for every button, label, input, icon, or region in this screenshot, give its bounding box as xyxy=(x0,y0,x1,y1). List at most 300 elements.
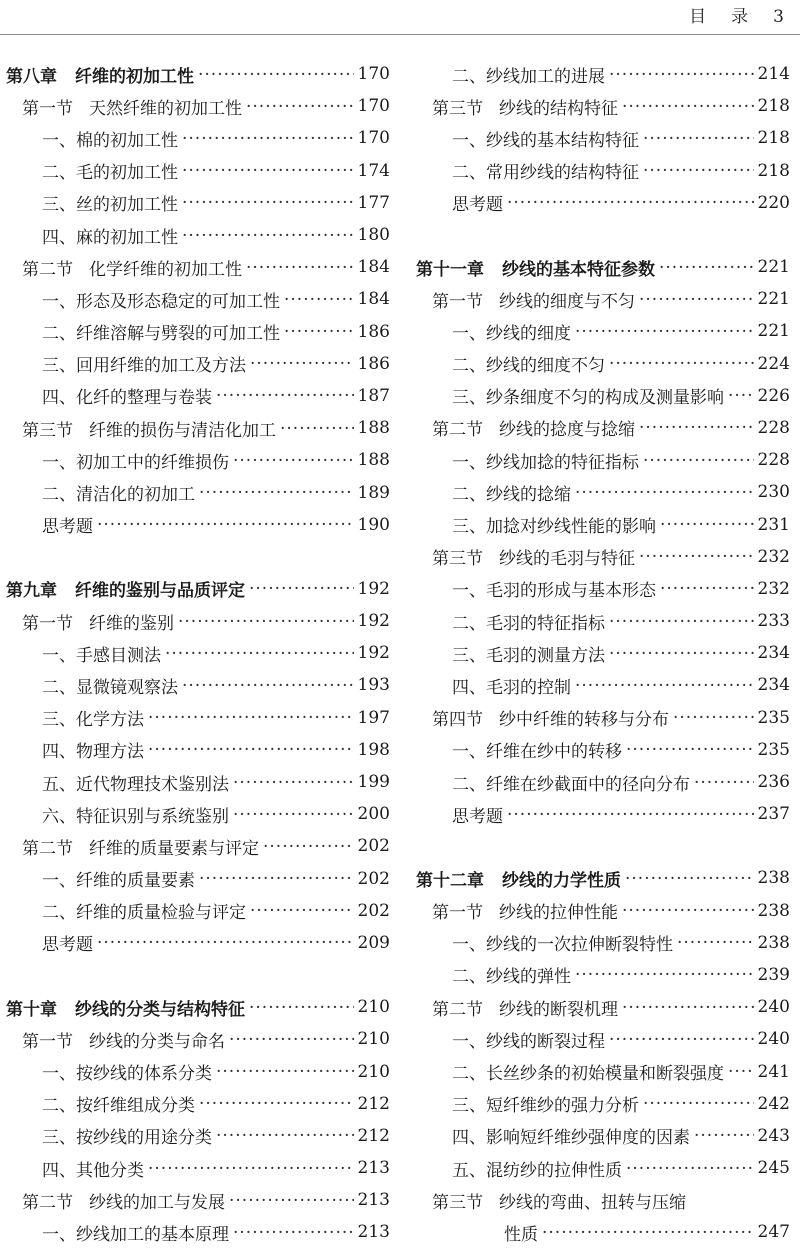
toc-page-number: 200 xyxy=(357,804,390,825)
toc-page-number: 202 xyxy=(357,900,390,921)
toc-item-entry[interactable] xyxy=(410,348,790,380)
toc-dot-leader xyxy=(660,516,754,533)
toc-entry-title: 五、混纺纱的拉伸性质 xyxy=(452,1160,622,1181)
toc-entry-number: 第三节 xyxy=(432,1192,483,1213)
toc-page-number: 187 xyxy=(357,385,390,406)
toc-entry-title: 思考题 xyxy=(452,806,503,827)
toc-dot-leader xyxy=(229,1031,354,1048)
toc-dot-leader xyxy=(575,966,754,983)
toc-page-number: 236 xyxy=(757,772,790,793)
toc-entry-title: 三、丝的初加工性 xyxy=(42,195,178,216)
toc-page-number: 209 xyxy=(357,932,390,953)
toc-dot-leader xyxy=(728,1063,754,1080)
toc-page-number: 241 xyxy=(757,1061,790,1082)
toc-item-entry[interactable] xyxy=(0,702,390,734)
toc-entry-title: 三、回用纤维的加工及方法 xyxy=(42,356,246,377)
toc-entry-title: 四、毛羽的控制 xyxy=(452,677,571,698)
toc-dot-leader xyxy=(643,452,754,469)
toc-entry-number: 第二节 xyxy=(22,838,73,859)
toc-page-number: 199 xyxy=(357,772,390,793)
toc-dot-leader xyxy=(148,1160,354,1177)
toc-item-entry[interactable] xyxy=(0,283,390,315)
toc-dot-leader xyxy=(622,902,754,919)
toc-item-entry[interactable] xyxy=(410,637,790,669)
toc-item-entry[interactable] xyxy=(0,798,390,830)
toc-right-column xyxy=(410,58,790,1249)
toc-page-number: 238 xyxy=(757,932,790,953)
toc-item-entry[interactable] xyxy=(410,605,790,637)
toc-entry-number: 第一节 xyxy=(22,98,73,119)
toc-entry-title: 三、纱条细度不匀的构成及测量影响 xyxy=(452,388,724,409)
toc-chapter-entry[interactable] xyxy=(0,991,390,1023)
toc-dot-leader xyxy=(643,162,754,179)
toc-item-entry[interactable] xyxy=(0,863,390,895)
toc-item-entry[interactable] xyxy=(0,895,390,927)
toc-item-entry[interactable] xyxy=(410,798,790,830)
toc-entry-title: 一、按纱线的体系分类 xyxy=(42,1064,212,1085)
toc-dot-leader xyxy=(673,709,754,726)
toc-entry-number: 第二节 xyxy=(22,259,73,280)
toc-page-number: 240 xyxy=(757,1029,790,1050)
toc-page-number: 212 xyxy=(357,1125,390,1146)
toc-item-entry[interactable] xyxy=(0,444,390,476)
toc-dot-leader xyxy=(233,774,354,791)
toc-page-number: 232 xyxy=(757,546,790,567)
toc-entry-title: 纱中纤维的转移与分布 xyxy=(499,710,669,731)
toc-page-number: 186 xyxy=(357,353,390,374)
toc-entry-number: 第十章 xyxy=(6,999,57,1020)
toc-page-number: 213 xyxy=(357,1222,390,1243)
toc-entry-title: 一、纤维的质量要素 xyxy=(42,871,195,892)
toc-page-number: 188 xyxy=(357,418,390,439)
toc-item-entry[interactable] xyxy=(0,927,390,959)
toc-section-entry[interactable] xyxy=(410,895,790,927)
toc-page-number: 198 xyxy=(357,739,390,760)
toc-item-entry[interactable] xyxy=(410,959,790,991)
toc-item-entry[interactable] xyxy=(410,573,790,605)
toc-entry-number: 第一节 xyxy=(22,613,73,634)
toc-section-entry[interactable] xyxy=(0,412,390,444)
toc-dot-leader xyxy=(229,1192,354,1209)
toc-page-number: 221 xyxy=(757,321,790,342)
toc-entry-title: 一、初加工中的纤维损伤 xyxy=(42,452,229,473)
toc-entry-title: 一、纱线的细度 xyxy=(452,323,571,344)
toc-page-number: 224 xyxy=(757,353,790,374)
toc-dot-leader xyxy=(626,1160,754,1177)
toc-entry-title: 三、加捻对纱线性能的影响 xyxy=(452,517,656,538)
toc-entry-title: 二、长丝纱条的初始模量和断裂强度 xyxy=(452,1064,724,1085)
toc-entry-title: 六、特征识别与系统鉴别 xyxy=(42,806,229,827)
toc-page-number: 247 xyxy=(757,1222,790,1243)
toc-page-number: 226 xyxy=(757,385,790,406)
toc-page-number: 221 xyxy=(757,289,790,310)
toc-entry-title: 二、常用纱线的结构特征 xyxy=(452,163,639,184)
toc-section-entry[interactable] xyxy=(0,1023,390,1055)
toc-entry-title: 四、物理方法 xyxy=(42,742,144,763)
toc-item-entry[interactable] xyxy=(0,155,390,187)
toc-page-number: 218 xyxy=(757,96,790,117)
toc-entry-title: 二、按纤维组成分类 xyxy=(42,1096,195,1117)
toc-dot-leader xyxy=(97,516,354,533)
toc-chapter-entry[interactable] xyxy=(410,862,790,894)
toc-entry-number: 第九章 xyxy=(6,581,57,602)
toc-entry-title: 纱线的基本特征参数 xyxy=(502,259,655,280)
toc-dot-leader xyxy=(182,130,354,147)
toc-dot-leader xyxy=(165,645,354,662)
toc-entry-title: 天然纤维的初加工性 xyxy=(89,98,242,119)
toc-entry-number: 第一节 xyxy=(22,1031,73,1052)
toc-entry-title: 一、手感目测法 xyxy=(42,645,161,666)
toc-dot-leader xyxy=(233,806,354,823)
toc-entry-title: 二、清洁化的初加工 xyxy=(42,485,195,506)
toc-page-number: 242 xyxy=(757,1093,790,1114)
toc-entry-title: 纱线的分类与命名 xyxy=(89,1031,225,1052)
toc-dot-leader xyxy=(639,419,754,436)
toc-page-number: 186 xyxy=(357,321,390,342)
toc-entry-title: 一、纱线加捻的特征指标 xyxy=(452,452,639,473)
toc-item-entry[interactable] xyxy=(410,380,790,412)
toc-page-number: 237 xyxy=(757,804,790,825)
toc-item-entry[interactable] xyxy=(410,187,790,219)
toc-entry-title: 二、纤维在纱截面中的径向分布 xyxy=(452,774,690,795)
toc-dot-leader xyxy=(639,291,754,308)
toc-page-number: 192 xyxy=(357,578,390,599)
toc-entry-title: 一、纱线的一次拉伸断裂特性 xyxy=(452,935,673,956)
toc-dot-leader xyxy=(249,580,354,597)
page-header xyxy=(0,0,800,35)
toc-section-entry[interactable] xyxy=(410,702,790,734)
toc-item-entry[interactable] xyxy=(0,1152,390,1184)
toc-entry-title: 纱线的力学性质 xyxy=(502,870,621,891)
toc-entry-title: 一、纤维在纱中的转移 xyxy=(452,742,622,763)
toc-page-number: 221 xyxy=(757,257,790,278)
toc-dot-leader xyxy=(178,613,354,630)
toc-entry-title: 思考题 xyxy=(452,195,503,216)
toc-page-number: 213 xyxy=(357,1158,390,1179)
toc-entry-title: 纤维的鉴别与品质评定 xyxy=(75,581,245,602)
toc-dot-leader xyxy=(148,741,354,758)
toc-dot-leader xyxy=(659,259,754,276)
toc-page-number: 245 xyxy=(757,1158,790,1179)
toc-item-entry[interactable] xyxy=(410,1152,790,1184)
toc-page-number: 188 xyxy=(357,450,390,471)
toc-item-entry[interactable] xyxy=(410,734,790,766)
toc-item-entry[interactable] xyxy=(0,476,390,508)
toc-page-number: 218 xyxy=(757,160,790,181)
toc-dot-leader xyxy=(250,355,354,372)
toc-entry-title: 一、毛羽的形成与基本形态 xyxy=(452,581,656,602)
toc-item-entry[interactable] xyxy=(410,1055,790,1087)
toc-entry-title: 三、化学方法 xyxy=(42,710,144,731)
toc-item-entry[interactable] xyxy=(410,927,790,959)
toc-section-entry[interactable] xyxy=(0,90,390,122)
toc-dot-leader xyxy=(507,806,754,823)
toc-item-entry[interactable] xyxy=(0,1120,390,1152)
toc-dot-leader xyxy=(575,323,754,340)
toc-page-number: 210 xyxy=(357,1061,390,1082)
toc-page-number: 240 xyxy=(757,997,790,1018)
toc-item-entry[interactable] xyxy=(0,348,390,380)
toc-dot-leader xyxy=(643,130,754,147)
toc-dot-leader xyxy=(216,387,354,404)
toc-entry-title: 一、纱线的基本结构特征 xyxy=(452,130,639,151)
toc-entry-title: 四、化纤的整理与卷装 xyxy=(42,388,212,409)
toc-chapter-entry[interactable] xyxy=(0,573,390,605)
toc-dot-leader xyxy=(677,934,754,951)
toc-entry-title: 二、显微镜观察法 xyxy=(42,677,178,698)
toc-dot-leader xyxy=(199,870,354,887)
toc-page-number: 192 xyxy=(357,611,390,632)
toc-page-number: 214 xyxy=(757,64,790,85)
toc-dot-leader xyxy=(263,838,354,855)
header-title: 目 录 3 xyxy=(689,7,788,27)
toc-dot-leader xyxy=(249,999,354,1016)
toc-dot-leader xyxy=(622,999,754,1016)
toc-dot-leader xyxy=(575,677,754,694)
toc-item-entry[interactable] xyxy=(410,315,790,347)
toc-dot-leader xyxy=(284,291,354,308)
toc-item-entry[interactable] xyxy=(0,1055,390,1087)
toc-page-number: 210 xyxy=(357,1029,390,1050)
toc-dot-leader xyxy=(199,1095,354,1112)
toc-page-number: 239 xyxy=(757,964,790,985)
toc-dot-leader xyxy=(216,1063,354,1080)
toc-entry-number: 第十二章 xyxy=(416,870,484,891)
toc-page-number: 213 xyxy=(357,1190,390,1211)
toc-page-number: 230 xyxy=(757,482,790,503)
toc-item-entry[interactable] xyxy=(410,508,790,540)
toc-entry-title: 纤维的损伤与清洁化加工 xyxy=(89,420,276,441)
toc-item-entry[interactable] xyxy=(410,1088,790,1120)
toc-dot-leader xyxy=(609,613,754,630)
toc-item-entry[interactable] xyxy=(0,380,390,412)
toc-entry-number: 第三节 xyxy=(432,98,483,119)
toc-item-entry[interactable] xyxy=(410,155,790,187)
toc-item-entry[interactable] xyxy=(0,637,390,669)
toc-item-entry[interactable] xyxy=(0,316,390,348)
toc-entry-title: 二、纱线的弹性 xyxy=(452,967,571,988)
toc-item-entry[interactable] xyxy=(410,444,790,476)
toc-entry-title: 四、其他分类 xyxy=(42,1160,144,1181)
toc-entry-title: 三、短纤维纱的强力分析 xyxy=(452,1096,639,1117)
toc-section-entry[interactable] xyxy=(410,283,790,315)
toc-dot-leader xyxy=(542,1224,754,1241)
toc-entry-title: 四、麻的初加工性 xyxy=(42,227,178,248)
toc-entry-number: 第十一章 xyxy=(416,259,484,280)
toc-page-number: 197 xyxy=(357,707,390,728)
toc-item-entry[interactable] xyxy=(410,58,790,90)
toc-item-entry[interactable] xyxy=(0,734,390,766)
toc-entry-title: 四、影响短纤维纱强伸度的因素 xyxy=(452,1128,690,1149)
toc-dot-leader xyxy=(246,259,354,276)
toc-entry-title: 纱线的断裂机理 xyxy=(499,999,618,1020)
toc-page-number: 177 xyxy=(357,192,390,213)
toc-dot-leader xyxy=(182,677,354,694)
toc-entry-number: 第一节 xyxy=(432,291,483,312)
toc-page-number: 184 xyxy=(357,289,390,310)
toc-entry-title: 二、毛羽的特征指标 xyxy=(452,613,605,634)
toc-entry-title: 纤维的质量要素与评定 xyxy=(89,838,259,859)
toc-dot-leader xyxy=(182,194,354,211)
toc-entry-title: 纱线的结构特征 xyxy=(499,98,618,119)
toc-dot-leader xyxy=(728,387,754,404)
toc-section-entry[interactable] xyxy=(410,412,790,444)
toc-page-number: 243 xyxy=(757,1125,790,1146)
toc-page-number: 170 xyxy=(357,64,390,85)
toc-dot-leader xyxy=(250,902,354,919)
toc-page-number: 234 xyxy=(757,675,790,696)
toc-entry-title: 一、形态及形态稳定的可加工性 xyxy=(42,291,280,312)
toc-dot-leader xyxy=(575,484,754,501)
toc-page-number: 210 xyxy=(357,997,390,1018)
toc-page-number: 170 xyxy=(357,96,390,117)
toc-dot-leader xyxy=(694,1127,754,1144)
toc-dot-leader xyxy=(284,323,354,340)
toc-page-number: 174 xyxy=(357,160,390,181)
toc-entry-number: 第三节 xyxy=(22,420,73,441)
toc-dot-leader xyxy=(246,98,354,115)
toc-page-number: 184 xyxy=(357,257,390,278)
toc-entry-title: 纱线的弯曲、扭转与压缩 xyxy=(499,1192,686,1213)
toc-page-number: 232 xyxy=(757,578,790,599)
toc-entry-number: 第一节 xyxy=(432,903,483,924)
toc-page-number: 235 xyxy=(757,707,790,728)
toc-dot-leader xyxy=(609,355,754,372)
toc-entry-title: 二、纱线加工的进展 xyxy=(452,66,605,87)
toc-dot-leader xyxy=(182,162,354,179)
toc-dot-leader xyxy=(280,420,354,437)
toc-section-entry[interactable] xyxy=(410,90,790,122)
toc-dot-leader xyxy=(97,934,354,951)
toc-page-number: 218 xyxy=(757,128,790,149)
toc-chapter-entry[interactable] xyxy=(0,58,390,90)
toc-entry-number: 第二节 xyxy=(432,420,483,441)
toc-left-column xyxy=(0,58,390,1249)
toc-dot-leader xyxy=(639,548,754,565)
toc-page-number: 238 xyxy=(757,900,790,921)
toc-item-entry[interactable] xyxy=(410,1023,790,1055)
toc-entry-title: 二、纱线的捻缩 xyxy=(452,484,571,505)
toc-item-entry[interactable] xyxy=(410,1120,790,1152)
toc-page-number: 170 xyxy=(357,128,390,149)
toc-entry-title: 纱线的毛羽与特征 xyxy=(499,549,635,570)
toc-item-entry[interactable] xyxy=(0,669,390,701)
toc-entry-number: 第八章 xyxy=(6,66,57,87)
toc-entry-title: 纱线的细度与不匀 xyxy=(499,291,635,312)
toc-entry-title: 纱线的捻度与捻缩 xyxy=(499,420,635,441)
toc-entry-number: 第三节 xyxy=(432,549,483,570)
toc-page-number: 193 xyxy=(357,675,390,696)
toc-page-number: 228 xyxy=(757,417,790,438)
toc-section-entry[interactable] xyxy=(0,605,390,637)
toc-page-number: 238 xyxy=(757,868,790,889)
toc-section-entry[interactable] xyxy=(0,251,390,283)
toc-dot-leader xyxy=(199,484,354,501)
toc-dot-leader xyxy=(216,1127,354,1144)
toc-entry-title: 二、毛的初加工性 xyxy=(42,163,178,184)
toc-item-entry[interactable] xyxy=(0,187,390,219)
toc-item-entry[interactable] xyxy=(0,1216,390,1248)
toc-dot-leader xyxy=(626,741,754,758)
toc-chapter-entry[interactable] xyxy=(410,251,790,283)
toc-page-number: 202 xyxy=(357,836,390,857)
toc-entry-title: 一、棉的初加工性 xyxy=(42,130,178,151)
toc-dot-leader xyxy=(625,870,754,887)
toc-page-number: 180 xyxy=(357,225,390,246)
toc-entry-title: 性质 xyxy=(504,1224,538,1245)
toc-entry-title: 一、纱线加工的基本原理 xyxy=(42,1224,229,1245)
toc-entry-title: 纱线的拉伸性能 xyxy=(499,903,618,924)
toc-item-entry[interactable] xyxy=(0,122,390,154)
toc-dot-leader xyxy=(233,1224,354,1241)
toc-page-number: 233 xyxy=(757,611,790,632)
toc-page-number: 202 xyxy=(357,868,390,889)
toc-dot-leader xyxy=(622,98,754,115)
toc-entry-title: 纤维的初加工性 xyxy=(75,66,194,87)
toc-section-entry[interactable] xyxy=(410,1184,790,1216)
toc-item-entry[interactable] xyxy=(410,476,790,508)
toc-page-number: 189 xyxy=(357,482,390,503)
toc-section-entry[interactable] xyxy=(410,541,790,573)
toc-page-number: 212 xyxy=(357,1093,390,1114)
toc-item-entry[interactable] xyxy=(0,509,390,541)
toc-entry-number: 第二节 xyxy=(22,1192,73,1213)
toc-dot-leader xyxy=(233,452,354,469)
toc-dot-leader xyxy=(182,227,354,244)
toc-section-entry[interactable] xyxy=(0,1184,390,1216)
toc-entry-title: 化学纤维的初加工性 xyxy=(89,259,242,280)
toc-item-entry[interactable] xyxy=(410,122,790,154)
toc-dot-leader xyxy=(660,580,754,597)
toc-dot-leader xyxy=(643,1095,754,1112)
toc-item-entry[interactable] xyxy=(410,1216,790,1248)
toc-page-number: 192 xyxy=(357,643,390,664)
toc-entry-title: 二、纱线的细度不匀 xyxy=(452,356,605,377)
toc-page-number: 235 xyxy=(757,739,790,760)
toc-entry-title: 二、纤维溶解与劈裂的可加工性 xyxy=(42,324,280,345)
toc-entry-number: 第四节 xyxy=(432,710,483,731)
toc-entry-title: 思考题 xyxy=(42,935,93,956)
toc-item-entry[interactable] xyxy=(0,766,390,798)
toc-item-entry[interactable] xyxy=(410,766,790,798)
toc-entry-title: 三、按纱线的用途分类 xyxy=(42,1128,212,1149)
toc-dot-leader xyxy=(148,709,354,726)
toc-dot-leader xyxy=(609,66,754,83)
toc-dot-leader xyxy=(507,194,754,211)
toc-item-entry[interactable] xyxy=(410,669,790,701)
toc-dot-leader xyxy=(609,1031,754,1048)
toc-item-entry[interactable] xyxy=(0,1088,390,1120)
toc-dot-leader xyxy=(694,774,754,791)
toc-dot-leader xyxy=(609,645,754,662)
toc-entry-title: 二、纤维的质量检验与评定 xyxy=(42,903,246,924)
toc-section-entry[interactable] xyxy=(0,830,390,862)
toc-entry-title: 纱线的加工与发展 xyxy=(89,1192,225,1213)
toc-page-number: 220 xyxy=(757,192,790,213)
toc-entry-title: 思考题 xyxy=(42,517,93,538)
toc-item-entry[interactable] xyxy=(0,219,390,251)
toc-entry-title: 纱线的分类与结构特征 xyxy=(75,999,245,1020)
toc-entry-number: 第二节 xyxy=(432,999,483,1020)
toc-page-number: 190 xyxy=(357,514,390,535)
toc-page-number: 231 xyxy=(757,514,790,535)
toc-section-entry[interactable] xyxy=(410,991,790,1023)
toc-entry-title: 五、近代物理技术鉴别法 xyxy=(42,774,229,795)
toc-page-number: 228 xyxy=(757,450,790,471)
toc-entry-title: 三、毛羽的测量方法 xyxy=(452,645,605,666)
toc-dot-leader xyxy=(198,66,354,83)
toc-entry-title: 一、纱线的断裂过程 xyxy=(452,1031,605,1052)
